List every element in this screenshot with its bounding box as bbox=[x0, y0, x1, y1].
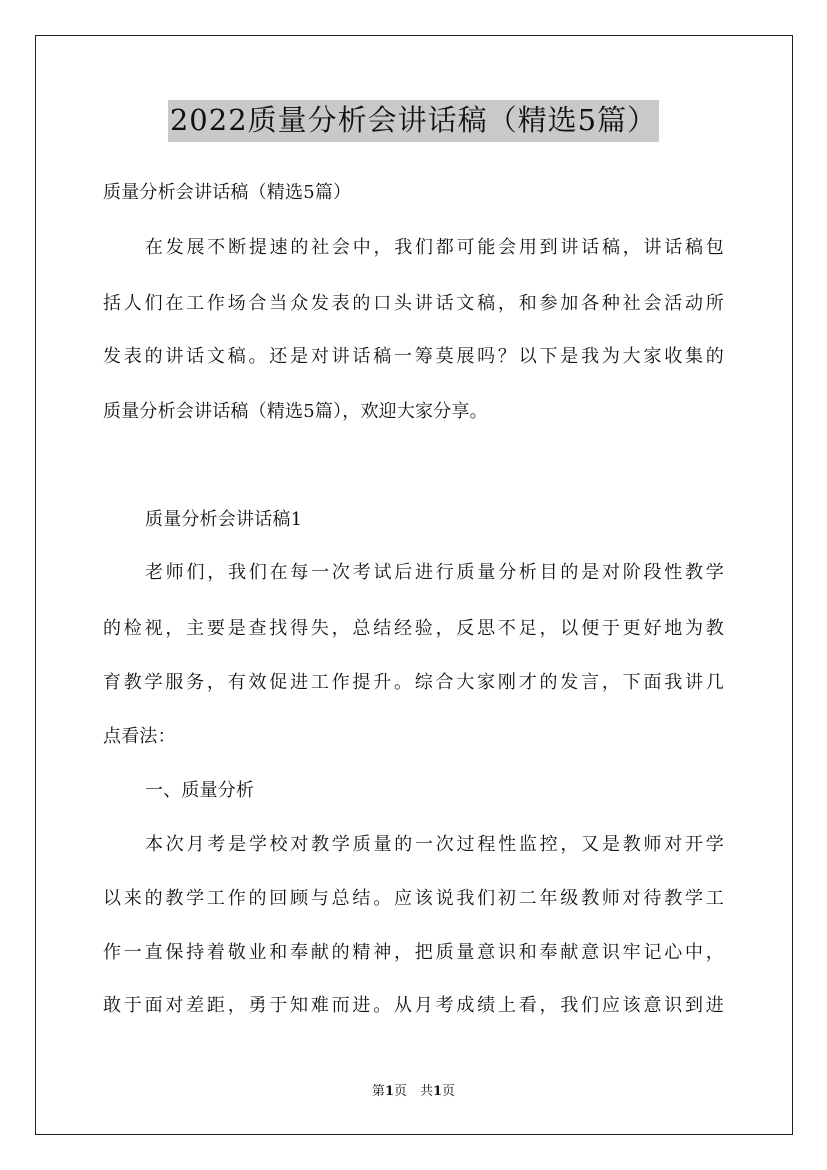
subsection-heading: 一、质量分析 bbox=[145, 780, 255, 801]
paragraph-line: 本次月考是学校对教学质量的一次过程性监控，又是教师对开学 bbox=[145, 834, 724, 855]
paragraph-line: 以来的教学工作的回顾与总结。应该说我们初二年级教师对待教学工 bbox=[103, 888, 724, 909]
paragraph-line: 作一直保持着敬业和奉献的精神，把质量意识和奉献意识牢记心中， bbox=[103, 942, 724, 963]
footer-page-number: 1 bbox=[384, 1084, 394, 1099]
footer-prefix: 第 bbox=[371, 1084, 385, 1099]
paragraph-line: 质量分析会讲话稿（精选5篇），欢迎大家分享。 bbox=[103, 401, 488, 422]
footer-suffix: 页 bbox=[442, 1084, 456, 1099]
paragraph-line: 老师们，我们在每一次考试后进行质量分析目的是对阶段性教学 bbox=[145, 562, 724, 583]
section-heading: 质量分析会讲话稿1 bbox=[145, 509, 303, 530]
paragraph-line: 敢于面对差距，勇于知难而进。从月考成绩上看，我们应该意识到进 bbox=[103, 995, 724, 1016]
paragraph-line: 括人们在工作场合当众发表的口头讲话文稿，和参加各种社会活动所 bbox=[103, 293, 724, 314]
paragraph-line: 的检视，主要是查找得失，总结经验，反思不足，以便于更好地为教 bbox=[103, 618, 724, 639]
paragraph-line: 点看法： bbox=[103, 726, 176, 747]
page-footer bbox=[0, 1083, 827, 1101]
document-title: 2022质量分析会讲话稿（精选5篇） bbox=[168, 100, 659, 142]
paragraph-line: 育教学服务，有效促进工作提升。综合大家刚才的发言，下面我讲几 bbox=[103, 672, 724, 693]
paragraph-line: 发表的讲话文稿。还是对讲话稿一筹莫展吗？以下是我为大家收集的 bbox=[103, 346, 724, 367]
footer-total-pages: 1 bbox=[433, 1084, 443, 1099]
paragraph-line: 在发展不断提速的社会中，我们都可能会用到讲话稿，讲话稿包 bbox=[145, 237, 724, 258]
title-container bbox=[0, 100, 827, 142]
subtitle-line: 质量分析会讲话稿（精选5篇） bbox=[103, 182, 352, 203]
footer-mid: 页 共 bbox=[393, 1084, 433, 1099]
